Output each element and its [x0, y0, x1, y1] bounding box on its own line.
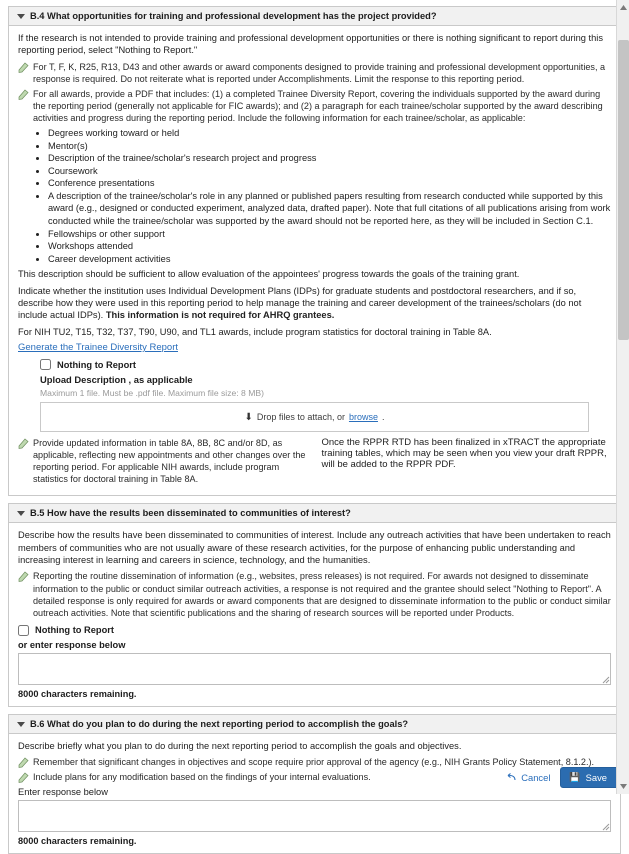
b4-hint-2-text: For all awards, provide a PDF that includes: (1) a completed Trainee Diversity Report, covering the individuals supported by the award during the reporting period (generally not applicable for FIC awards); and (2) a paragraph for each trainee/scholar supported by the award describing activities and progress during the reporting period. Include the following information for each trainee/scholar, as applicable: [33, 88, 603, 124]
b4-upload-constraints: Maximum 1 file. Must be .pdf file. Maximum file size: 8 MB) [40, 388, 264, 398]
page-scrollbar[interactable] [616, 0, 629, 794]
b5-nothing-to-report-row[interactable] [18, 625, 611, 636]
list-item: • A description of the trainee/scholar's role in any planned or published papers resulting from research conducted while supported by this award (e.g., designed or conducted experiment, analyzed data, drafted paper). Note that full citations of all publications arising from work conducted while the trainee/scholar was supported by the award should not be reported here, as they will be included in Section C.1. [48, 190, 611, 228]
b6-hint-1-text: Remember that significant changes in objectives and scope require prior approval of the agency (e.g., NIH Grants Policy Statement, 8.1.2.). [33, 757, 595, 768]
b4-ahrq-note: This information is not required for AHRQ grantees. [105, 310, 335, 321]
b4-idp-note [18, 285, 611, 322]
b4-browse-link[interactable]: browse [348, 412, 378, 422]
note-icon [18, 438, 29, 449]
b4-footer-hint-right-text: Once the RPPR RTD has been finalized in xTRACT the appropriate training tables, which may be seen when you view your draft RPPR, will be added to the RPPR PDF. [321, 437, 607, 470]
list-item: • Career development activities [48, 253, 611, 266]
chevron-down-icon [17, 511, 25, 516]
list-item: • Mentor(s) [48, 140, 611, 153]
section-b5-body [9, 523, 620, 705]
section-b6-header[interactable] [9, 715, 620, 734]
b4-nothing-to-report-checkbox[interactable] [40, 359, 51, 370]
b4-training-grant-note: This description should be sufficient to allow evaluation of the appointees' progress towards the goals of the training grant. [18, 269, 520, 280]
b6-characters-remaining: 8000 characters remaining. [18, 836, 137, 847]
scroll-up-icon[interactable] [619, 3, 628, 12]
b4-footer-hint-left-text: Provide updated information in table 8A, 8B, 8C and/or 8D, as applicable, reflecting new appointments and other changes over the reporting period. For applicable NIH awards, include program statistics for doctoral training in Table 8A. [33, 438, 306, 485]
list-item: • Workshops attended [48, 240, 611, 253]
list-item: • Fellowships or other support [48, 228, 611, 241]
section-b4-title: B.4 What opportunities for training and professional development has the project provided? [30, 11, 437, 21]
note-icon [18, 89, 29, 100]
cancel-label: Cancel [521, 772, 551, 783]
b4-nothing-to-report-label: Nothing to Report [57, 359, 137, 370]
b6-response-textarea[interactable] [18, 800, 611, 832]
cancel-button[interactable] [506, 772, 550, 783]
save-label: Save [585, 772, 607, 783]
b4-nothing-to-report-row[interactable] [40, 359, 611, 370]
note-icon [18, 62, 29, 73]
generate-trainee-diversity-report-link[interactable]: Generate the Trainee Diversity Report [18, 342, 178, 353]
note-icon [18, 772, 29, 783]
list-item: • Description of the trainee/scholar's research project and progress [48, 152, 611, 165]
b4-upload-title: Upload Description , as applicable [40, 374, 193, 385]
b4-hint-1-text: For T, F, K, R25, R13, D43 and other awards or award components designed to provide training and professional development opportunities, a response is required. Do not reiterate what is reported under Accomplishments. Limit the response to this reporting period. [33, 61, 606, 84]
b4-bullet-list [18, 127, 611, 265]
b5-characters-remaining: 8000 characters remaining. [18, 688, 137, 699]
b5-nothing-to-report-checkbox[interactable] [18, 625, 29, 636]
section-b5 [8, 503, 621, 706]
undo-arrow-icon [506, 772, 517, 783]
upload-icon: ⬇ [244, 411, 253, 423]
b6-response-wrap [18, 800, 611, 832]
note-icon [18, 571, 29, 582]
b4-nih-table-note: For NIH TU2, T15, T32, T37, T90, U90, and TL1 awards, include program statistics for doctoral training in Table 8A. [18, 326, 492, 337]
b4-upload-block [40, 374, 611, 432]
b4-dropzone-text: Drop files to attach, or [256, 412, 345, 422]
b5-response-wrap [18, 653, 611, 685]
b4-idp-text: Indicate whether the institution uses Individual Development Plans (IDPs) for graduate students and postdoctoral researchers, and if so, describe how they were used in this reporting period to help manage the training and career development of the trainees/scholars (do not include actual IDPs). [18, 285, 582, 321]
chevron-down-icon [17, 14, 25, 19]
b4-footer-hint-left [18, 437, 308, 485]
b6-hint-2-text: Include plans for any modification based on the findings of your internal evaluations. [33, 772, 371, 783]
b5-response-textarea[interactable] [18, 653, 611, 685]
list-item: • Coursework [48, 165, 611, 178]
b4-hint-1 [18, 61, 611, 85]
list-item: • Degrees working toward or held [48, 127, 611, 140]
b4-dropzone-period: . [381, 412, 385, 422]
b4-footer-hint-right [322, 437, 612, 488]
scroll-down-icon[interactable] [619, 782, 628, 791]
list-item: • Conference presentations [48, 177, 611, 190]
b5-or-enter-label: or enter response below [18, 639, 126, 650]
b5-hint-1 [18, 570, 611, 618]
section-b5-header[interactable] [9, 504, 620, 523]
section-b5-title: B.5 How have the results been disseminated to communities of interest? [30, 508, 351, 519]
section-b6-body [9, 734, 620, 854]
section-b4-header[interactable] [9, 7, 620, 26]
b4-footer-hints [18, 437, 611, 488]
b4-hint-2 [18, 88, 611, 124]
b5-hint-1-text: Reporting the routine dissemination of information (e.g., websites, press releases) is not required. For awards not designed to disseminate information to the public or conduct similar outreach activities, a response is not required and the grantee should select "Nothing to Report". A detailed response is only required for awards or award components that are designed to disseminate information to the public or conduct similar outreach activities. Note that scientific publications and the sharing of research sources will be reported under Products. [33, 571, 611, 618]
floppy-disk-icon: 💾 [569, 772, 581, 782]
form-footer [506, 767, 619, 788]
b5-intro-text: Describe how the results have been disseminated to communities of interest. Include any outreach activities that have been undertaken to reach members of communities who are not usually aware of these research activities, for the purpose of enhancing public understanding and increasing interest in learning and careers in science, technology, and the humanities. [18, 530, 611, 566]
save-button[interactable] [560, 767, 619, 788]
b6-intro-text: Describe briefly what you plan to do during the next reporting period to accomplish the goals and objectives. [18, 740, 462, 751]
b4-file-dropzone[interactable] [40, 402, 589, 432]
section-b6-title: B.6 What do you plan to do during the next reporting period to accomplish the goals? [30, 718, 409, 729]
section-b4 [8, 6, 621, 496]
scrollbar-thumb[interactable] [618, 40, 629, 340]
b5-nothing-to-report-label: Nothing to Report [35, 625, 115, 636]
chevron-down-icon [17, 722, 25, 727]
note-icon [18, 757, 29, 768]
section-b4-body [9, 26, 620, 495]
b4-intro-text: If the research is not intended to provide training and professional development opportunities or there is nothing significant to report during this reporting period, select "Nothing to Report." [18, 33, 604, 56]
b6-enter-response-label: Enter response below [18, 787, 108, 798]
